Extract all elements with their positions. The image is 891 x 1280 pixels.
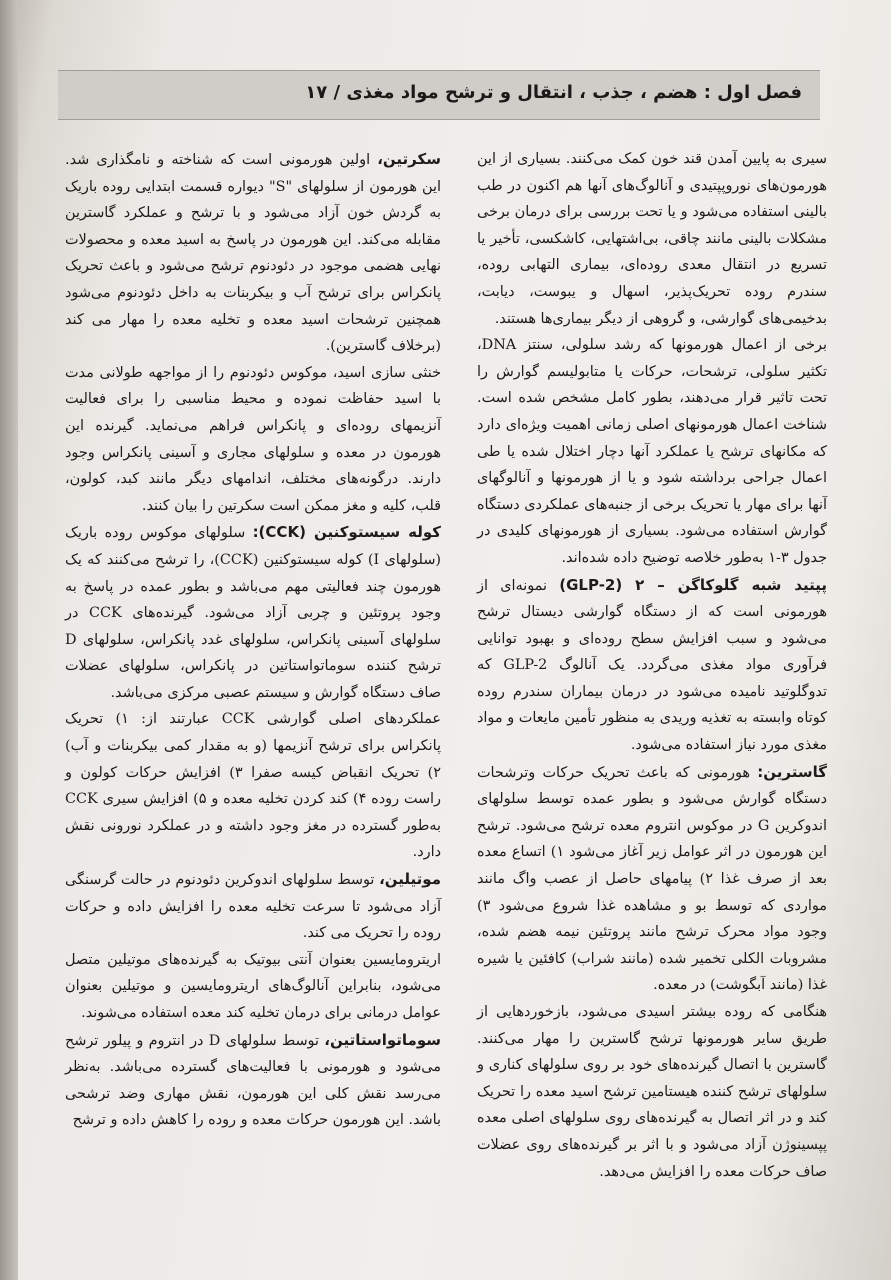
- paragraph-gastrin: [477, 759, 827, 999]
- motilin-text: توسط سلولهای اندوکرین دئودنوم در حالت گرسنگی آزاد می‌شود تا سرعت تخلیه معده را افزایش داده و حرکات روده را تحریک می‌ کند.: [65, 872, 441, 942]
- chapter-header-title: فصل اول : هضم ، جذب ، انتقال و ترشح مواد مغذی / ۱۷: [305, 82, 802, 103]
- gastrin-text: هورمونی که باعث تحریک حرکات وترشحات دستگاه گوارش می‌شود و بطور عمده توسط سلولهای اندوکرین G در موکوس انتروم معده ترشح می‌شود. ترشح این هورمون در اثر عوامل زیر آغاز می‌شود ۱) اتساع معده بعد از صرف غذا ۲) پیامهای حاصل از عصب واگ مانند مواردی که توسط بو و مشاهده غذا شروع می‌شود ۳) وجود مواد محرک ترشح مانند پروتئین نیمه هضم شده، مشروبات الکلی تخمیر شده (مانند شراب) کافئین یا شیره غذا (مانند آبگوشت) در معده.: [477, 764, 827, 994]
- page-binding-edge: [0, 0, 18, 1280]
- paragraph-cck: [65, 519, 441, 706]
- glp2-text: نمونه‌ای از هورمونی است که از دستگاه گوارشی دیستال ترشح می‌شود و سبب افزایش سطح روده‌ای و بهبود توانایی فرآوری مواد مغذی می‌گردد. یک آنالوگ GLP-2 که تدوگلوتید نامیده می‌شود در درمان بیماران سندرم روده کوتاه وابسته به تغذیه وریدی به منظور تأمین مایعات و مواد مغذی مورد نیاز استفاده می‌شود.: [477, 577, 827, 754]
- paragraph-secretin: [65, 146, 441, 360]
- motilin-heading: موتیلین،: [379, 870, 441, 889]
- somatostatin-heading: سوماتواستاتین،: [324, 1030, 441, 1049]
- secretin-heading: سکرتین،: [377, 150, 441, 168]
- glp2-heading: پپتید شبه گلوکاگن – ۲ (GLP-2): [559, 575, 828, 594]
- chapter-header-bar: [58, 70, 820, 120]
- cck-text: سلولهای موکوس روده باریک (سلولهای I) کوله سیستوکنین (CCK)، را ترشح می‌کنند که یک هورمون چند فعالیتی مهم می‌باشد و بطور عمده در پاسخ به وجود پروتئین و چربی آزاد می‌شود. گیرنده‌های CCK در سلولهای آسینی پانکراس، سلولهای غدد پانکراس، سلولهای D ترشح کننده سوماتواستاتین در پانکراس، سلولهای عضلات صاف دستگاه گوارش و سیستم عصبی مرکزی می‌باشد.: [65, 525, 441, 701]
- paragraph-somatostatin: [65, 1027, 441, 1134]
- secretin-text: اولین هورمونی است که شناخته و نامگذاری شد. این هورمون از سلولهای "S" دیواره قسمت ابتدایی روده باریک به گردش خون آزاد می‌شود و با ترشح و عملکرد گاسترین مقابله می‌کند. این هورمون در پاسخ به اسید معده و محصولات نهایی هضمی موجود در دئودنوم ترشح می‌شود و باعث تحریک پانکراس برای ترشح آب و بیکربنات به داخل دئودنوم می‌شود همچنین ترشحات اسید معده و تخلیه معده را مهار می‌ کند (برخلاف گاسترین).: [65, 152, 441, 355]
- paragraph-motilin: [65, 866, 441, 947]
- paragraph-acid-neutralization: خنثی سازی اسید، موکوس دئودنوم را از مواجهه طولانی مدت با اسید حفاظت نموده و محیط مناسبی را برای فعالیت آنزیمهای روده‌ای و پانکراس فراهم می‌نماید. گیرنده این هورمون در معده و سلولهای مجاری و آسینی پانکراس وجود دارند. درگونه‌های مختلف، اندامهای دیگر مانند کبد، کولون، قلب، کلیه و مغز ممکن است سکرتین را بیان کنند.: [65, 364, 441, 514]
- paragraph-cck-functions: عملکردهای اصلی گوارشی CCK عبارتند از: ۱) تحریک پانکراس برای ترشح آنزیمها (و به مقدار کمی بیکربنات و آب) ۲) تحریک انقباض کیسه صفرا ۳) افزایش حرکات کولون و راست روده ۴) کند کردن تخلیه معده و ۵) افزایش سیری CCK به‌طور گسترده در مغز وجود داشته و در عملکرد نورونی نقش دارد.: [65, 711, 442, 861]
- paragraph-hormone-functions: برخی از اعمال هورمونها که رشد سلولی، سنتز DNA، تکثیر سلولی، ترشحات، حرکات یا متابولیسم گوارش را تحت تاثیر قرار می‌دهند، بطور کامل مشخص شده است. شناخت اعمال هورمونهای اصلی زمانی اهمیت ویژه‌ای دارد که مکانهای ترشح یا عملکرد آنها دچار اختلال شده یا طی اعمال جراحی برداشته شود و یا از هورمونها و آنالوگهای آنها برای مهار یا تحریک برخی از جنبه‌های عملکردی دستگاه گوارش استفاده می‌شود. بسیاری از هورمونهای کلیدی در جدول ۳-۱ به‌طور خلاصه توضیح داده شده‌اند.: [477, 337, 827, 566]
- paragraph-gastrin-inhibition: هنگامی که روده بیشتر اسیدی می‌شود، بازخوردهایی از طریق سایر هورمونها ترشح گاسترین را مهار می‌کنند. گاسترین با اتصال گیرنده‌های خود بر روی سلولهای کناری و سلولهای ترشح کننده هیستامین ترشح اسید معده را تحریک کند و در اثر اتصال به گیرنده‌های روی سلولهای اصلی معده پپسینوژن آزاد می‌شود و با اثر بر گیرنده‌های روی عضلات صاف حرکات معده را افزایش می‌دهد.: [477, 1004, 827, 1180]
- left-text-column: [65, 146, 441, 1134]
- right-text-column: [477, 146, 827, 1185]
- somatostatin-text: توسط سلولهای D در انتروم و پیلور ترشح می‌شود و هورمونی با فعالیت‌های گسترده می‌باشد. به‌نظر می‌رسد نقش کلی این هورمون، نقش مهاری وضد ترشحی باشد. این هورمون حرکات معده و روده را کاهش داده و ترشح: [65, 1032, 441, 1129]
- gastrin-heading: گاسترین:: [757, 762, 827, 781]
- paragraph-glp2: [477, 572, 827, 759]
- paragraph-neuropeptide-hormones: سیری به پایین آمدن قند خون کمک می‌کنند. بسیاری از این هورمون‌های نوروپپتیدی و آنالوگ‌های آنها هم اکنون در طب بالینی استفاده می‌شود و یا تحت بررسی برای درمان برخی مشکلات بالینی مانند چاقی، بی‌اشتهایی، کاشکسی، تأخیر یا تسریع در انتقال معدی روده‌ای، بیماری التهابی روده، سندرم روده تحریک‌پذیر، اسهال و یبوست، دیابت، بدخیمی‌های گوارشی، و گروهی از دیگر بیماری‌ها هستند.: [477, 151, 827, 327]
- paragraph-erythromycin: اریترومایسین بعنوان آنتی بیوتیک به گیرنده‌های موتیلین متصل می‌شود، بنابراین آنالوگ‌های اریترومایسین و موتیلین بعنوان عوامل درمانی برای درمان تخلیه کند معده استفاده می‌شوند.: [65, 951, 441, 1021]
- cck-heading: کوله سیستوکنین (CCK):: [252, 523, 441, 542]
